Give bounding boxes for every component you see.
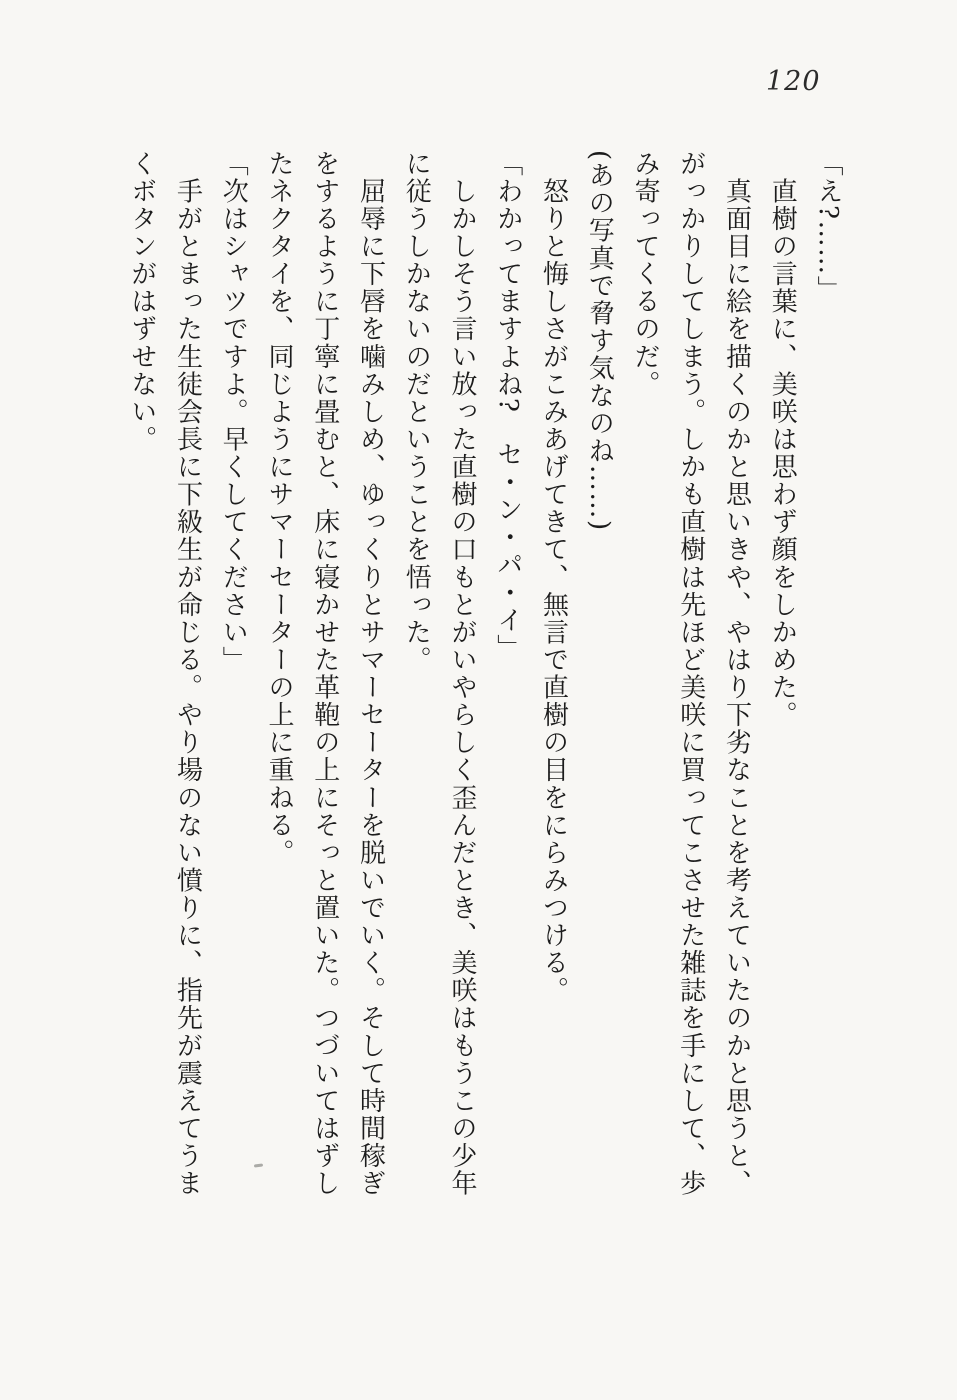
text-line: がっかりしてしまう。しかも直樹は先ほど美咲に買ってこさせた雑誌を手にして、歩	[675, 150, 706, 1198]
text-line: 「え?……」	[813, 150, 843, 304]
text-line: たネクタイを、同じようにサマーセーターの上に重ねる。	[264, 150, 294, 867]
text-line: しかしそう言い放った直樹の口もとがいやらしく歪んだとき、美咲はもうこの少年	[447, 150, 477, 1198]
text-line: 屈辱に下唇を噛みしめ、ゆっくりとサマーセーターを脱いでいく。そして時間稼ぎ	[355, 150, 386, 1198]
text-line: 手がとまった生徒会長に下級生が命じる。やり場のない憤りに、指先が震えてうま	[172, 150, 203, 1198]
text-line: 「わかってますよね? セ・ン・パ・イ」	[492, 150, 523, 662]
text-line: 怒りと悔しさがこみあげてきて、無言で直樹の目をにらみつける。	[538, 150, 569, 1005]
text-line: み寄ってくるのだ。	[630, 150, 660, 399]
text-line: 真面目に絵を描くのかと思いきや、やはり下劣なことを考えていたのかと思うと、	[721, 150, 752, 1198]
text-line: 直樹の言葉に、美咲は思わず顔をしかめた。	[767, 150, 798, 729]
text-line: に従うしかないのだということを悟った。	[401, 150, 432, 674]
page-number: 120	[766, 66, 821, 97]
body-text	[118, 150, 850, 1225]
text-line: くボタンがはずせない。	[126, 150, 157, 454]
text-line: 「次はシャツですよ。早くしてください」	[218, 150, 249, 674]
text-line: (あの写真で脅す気なのね……)	[584, 150, 615, 532]
text-line: をするように丁寧に畳むと、床に寝かせた革鞄の上にそっと置いた。つづいてはずし	[309, 150, 340, 1198]
